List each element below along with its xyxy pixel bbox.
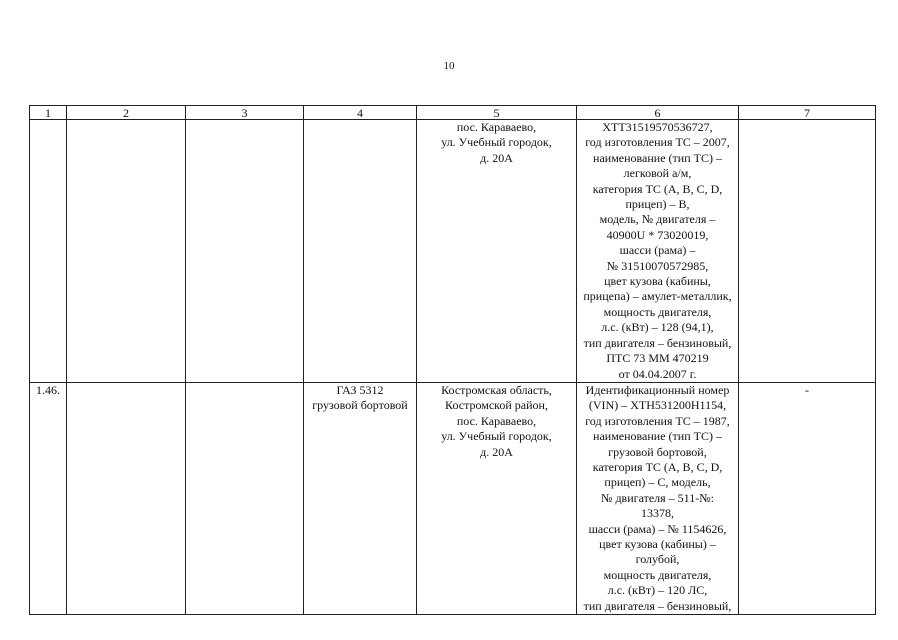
cell-line: ГАЗ 5312 <box>336 382 384 397</box>
cell-line: 13378, <box>641 506 674 521</box>
page-number: 10 <box>443 60 455 72</box>
cell-line: № 31510070572985, <box>606 258 709 273</box>
column-header: 5 <box>417 106 577 120</box>
table-header-row <box>30 106 876 120</box>
table-row <box>30 120 876 383</box>
cell-line: прицепа) – амулет-металлик, <box>583 289 732 304</box>
cell-line: легковой а/м, <box>623 166 692 181</box>
cell-line: XTT31519570536727, <box>602 120 713 134</box>
cell-line: л.с. (кВт) – 120 ЛС, <box>607 583 708 598</box>
col7-cell: - <box>739 382 876 614</box>
vehicle-model-cell <box>304 382 417 614</box>
cell-line: прицеп) – С, модель, <box>604 475 711 490</box>
row-number-cell: 1.46. <box>30 382 67 614</box>
cell-line: мощность двигателя, <box>603 304 712 319</box>
cell-line: категория ТС (А, В, С, D, <box>592 181 723 196</box>
col3-cell <box>186 120 304 383</box>
cell-line: ул. Учебный городок, <box>441 135 552 150</box>
vehicle-details-cell <box>577 120 739 383</box>
column-header: 2 <box>67 106 186 120</box>
column-header: 6 <box>577 106 739 120</box>
col2-cell <box>67 382 186 614</box>
cell-line: Костромской район, <box>445 398 548 413</box>
cell-line: прицеп) – В, <box>625 197 690 212</box>
vehicle-details-cell <box>577 382 739 614</box>
row-number-cell <box>30 120 67 383</box>
cell-line: грузовой бортовой, <box>608 444 707 459</box>
cell-line: наименование (тип ТС) – <box>593 429 722 444</box>
vehicle-register-table <box>29 105 876 615</box>
cell-line: пос. Караваево, <box>456 413 537 428</box>
cell-line: цвет кузова (кабины, <box>604 274 711 289</box>
column-header: 1 <box>30 106 67 120</box>
cell-line: Костромская область, <box>441 382 552 397</box>
cell-line: ПТС 73 ММ 470219 <box>606 351 709 366</box>
cell-line: шасси (рама) – № 1154626, <box>588 521 727 536</box>
cell-line: л.с. (кВт) – 128 (94,1), <box>601 320 714 335</box>
cell-line: грузовой бортовой <box>312 398 408 413</box>
column-header: 3 <box>186 106 304 120</box>
cell-line: наименование (тип ТС) – <box>593 150 722 165</box>
address-cell <box>417 120 577 383</box>
cell-line: д. 20А <box>480 150 513 165</box>
cell-line: ул. Учебный городок, <box>441 429 552 444</box>
cell-line: цвет кузова (кабины) – <box>599 536 716 551</box>
cell-line: 40900U * 73020019, <box>606 227 709 242</box>
cell-line: голубой, <box>635 552 680 567</box>
cell-line: категория ТС (А, В, С, D, <box>592 459 723 474</box>
table-row <box>30 382 876 614</box>
address-cell <box>417 382 577 614</box>
cell-line: № двигателя – 511-№: <box>601 490 714 505</box>
col3-cell <box>186 382 304 614</box>
column-header: 4 <box>304 106 417 120</box>
cell-line: (VIN) – XTH531200H1154, <box>588 398 727 413</box>
cell-line: д. 20А <box>480 444 513 459</box>
cell-line: год изготовления ТС – 1987, <box>585 413 730 428</box>
cell-line: от 04.04.2007 г. <box>618 366 697 381</box>
cell-line: мощность двигателя, <box>603 567 712 582</box>
column-header: 7 <box>739 106 876 120</box>
cell-line: модель, № двигателя – <box>599 212 716 227</box>
cell-line: пос. Караваево, <box>456 120 537 134</box>
col7-cell <box>739 120 876 383</box>
cell-line: тип двигателя – бензиновый, <box>583 598 732 613</box>
vehicle-model-cell <box>304 120 417 383</box>
cell-line: Идентификационный номер <box>585 382 730 397</box>
cell-line: тип двигателя – бензиновый, <box>583 335 732 350</box>
col2-cell <box>67 120 186 383</box>
cell-line: год изготовления ТС – 2007, <box>585 135 730 150</box>
cell-line: шасси (рама) – <box>619 243 696 258</box>
